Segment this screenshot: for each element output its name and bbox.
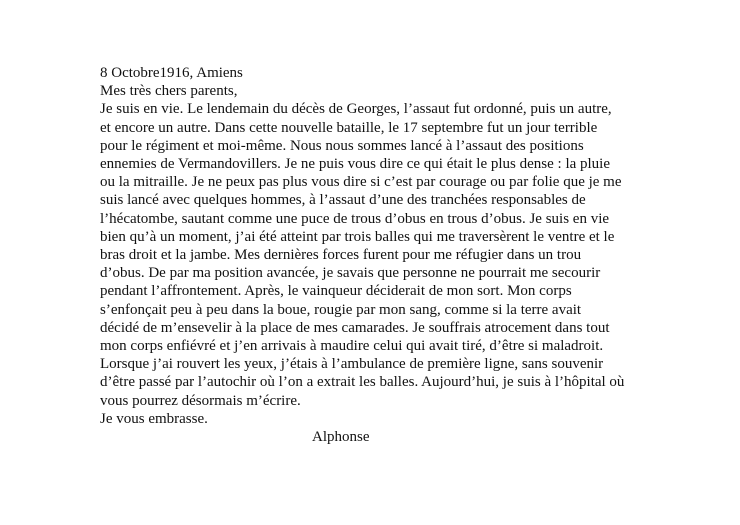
- letter-body-line: pendant l’affrontement. Après, le vainqueur déciderait de mon sort. Mon corps: [100, 283, 572, 300]
- letter-body-line: suis lancé avec quelques hommes, à l’assaut d’une des tranchées responsables de: [100, 192, 586, 209]
- letter-body-line: ou la mitraille. Je ne peux pas plus vous dire si c’est par courage ou par folie que je me: [100, 174, 622, 191]
- letter-body-line: décidé de m’ensevelir à la place de mes camarades. Je souffrais atrocement dans tout: [100, 319, 610, 336]
- letter-body-line: pour le régiment et moi-même. Nous nous sommes lancé à l’assaut des positions: [100, 137, 584, 154]
- letter-body-line: Lorsque j’ai rouvert les yeux, j’étais à l’ambulance de première ligne, sans souvenir: [100, 356, 604, 373]
- letter-body-line: bras droit et la jambe. Mes dernières forces furent pour me réfugier dans un trou: [100, 247, 582, 264]
- letter-body-line: ennemies de Vermandovillers. Je ne puis vous dire ce qui était le plus dense : la pluie: [100, 156, 611, 173]
- letter-body-line: et encore un autre. Dans cette nouvelle bataille, le 17 septembre fut un jour terrible: [100, 119, 598, 136]
- letter-body-line: l’hécatombe, sautant comme une puce de trous d’obus en trous d’obus. Je suis en vie: [100, 210, 610, 227]
- letter-closing: Je vous embrasse.: [100, 410, 208, 427]
- letter-dateline: 8 Octobre1916, Amiens: [100, 65, 243, 81]
- letter-body-line: mon corps enfiévré et j’en arrivais à maudire celui qui avait tiré, d’être si maladroit.: [100, 338, 604, 355]
- letter-body-line: d’obus. De par ma position avancée, je savais que personne ne pourrait me secourir: [100, 265, 601, 282]
- letter-body-line: s’enfonçait peu à peu dans la boue, rougie par mon sang, comme si la terre avait: [100, 301, 582, 318]
- letter-body-line: vous pourrez désormais m’écrire.: [100, 392, 301, 409]
- letter-body-line: bien qu’à un moment, j’ai été atteint par trois balles qui me traversèrent le ventre et le: [100, 228, 615, 245]
- letter-body-line: d’être passé par l’autochir où l’on a extrait les balles. Aujourd’hui, je suis à l’hôpital où: [100, 374, 625, 391]
- letter-salutation: Mes très chers parents,: [100, 83, 238, 100]
- letter-body-line: Je suis en vie. Le lendemain du décès de Georges, l’assaut fut ordonné, puis un autre,: [100, 101, 612, 118]
- letter-signature: Alphonse: [312, 429, 370, 446]
- letter-text: [100, 64, 660, 446]
